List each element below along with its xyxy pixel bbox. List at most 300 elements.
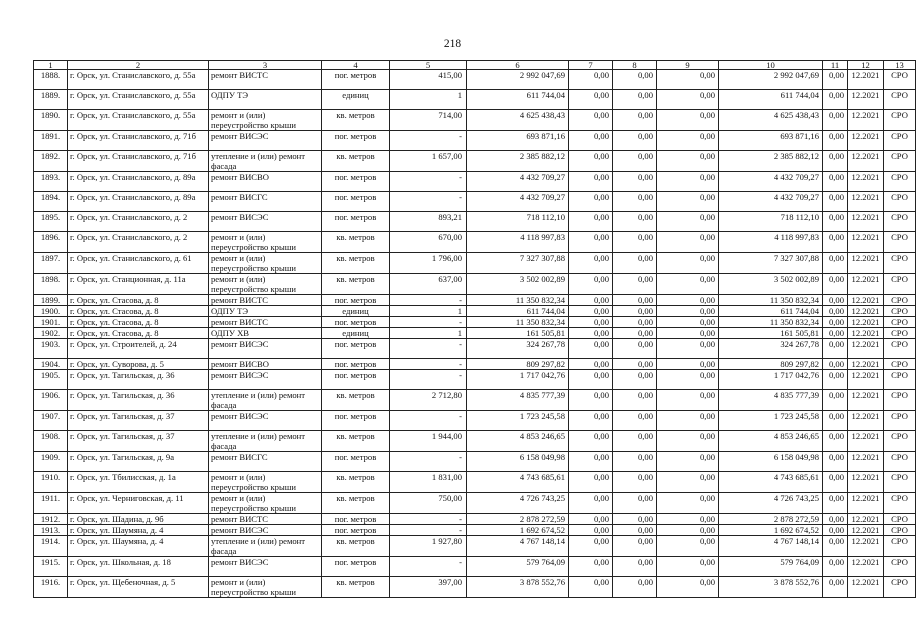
cost-cell: 0,00: [823, 339, 848, 359]
fund-cost-cell: 11 350 832,34: [719, 317, 823, 328]
cost-cell: 0,00: [823, 514, 848, 525]
cost-cell: 0,00: [569, 472, 613, 493]
address-cell: г. Орск, ул. Щебеночная, д. 5: [68, 577, 209, 598]
cost-cell: 0,00: [613, 110, 657, 131]
total-cost-cell: 611 744,04: [467, 90, 569, 110]
work-type-cell: ремонт ВИСТС: [209, 295, 322, 306]
cost-cell: 0,00: [657, 172, 719, 192]
cost-cell: 0,00: [569, 411, 613, 431]
work-type-cell: утепление и (или) ремонт фасада: [209, 390, 322, 411]
cost-cell: 0,00: [569, 306, 613, 317]
unit-cell: пог. метров: [322, 70, 390, 90]
quantity-cell: -: [390, 295, 467, 306]
cost-cell: 0,00: [569, 359, 613, 370]
completion-date-cell: 12.2021: [848, 431, 884, 452]
cost-cell: 0,00: [657, 90, 719, 110]
table-row: [34, 339, 916, 359]
fund-cost-cell: 4 625 438,43: [719, 110, 823, 131]
method-cell: СРО: [884, 536, 916, 557]
cost-cell: 0,00: [569, 493, 613, 514]
row-number: 1909.: [34, 452, 68, 472]
method-cell: СРО: [884, 295, 916, 306]
fund-cost-cell: 4 432 709,27: [719, 192, 823, 212]
table-row: [34, 525, 916, 536]
cost-cell: 0,00: [657, 411, 719, 431]
address-cell: г. Орск, ул. Станиславского, д. 2: [68, 212, 209, 232]
quantity-cell: -: [390, 359, 467, 370]
fund-cost-cell: 7 327 307,88: [719, 253, 823, 274]
unit-cell: пог. метров: [322, 525, 390, 536]
fund-cost-cell: 2 385 882,12: [719, 151, 823, 172]
unit-cell: пог. метров: [322, 359, 390, 370]
completion-date-cell: 12.2021: [848, 536, 884, 557]
quantity-cell: 1 927,80: [390, 536, 467, 557]
method-cell: СРО: [884, 90, 916, 110]
cost-cell: 0,00: [613, 452, 657, 472]
work-type-cell: утепление и (или) ремонт фасада: [209, 536, 322, 557]
work-type-cell: ремонт ВИСЭС: [209, 370, 322, 390]
row-number: 1908.: [34, 431, 68, 452]
column-header: 4: [322, 61, 390, 70]
cost-cell: 0,00: [823, 232, 848, 253]
total-cost-cell: 4 853 246,65: [467, 431, 569, 452]
total-cost-cell: 2 878 272,59: [467, 514, 569, 525]
completion-date-cell: 12.2021: [848, 328, 884, 339]
total-cost-cell: 809 297,82: [467, 359, 569, 370]
work-type-cell: ремонт ВИСГС: [209, 192, 322, 212]
registry-table: [33, 60, 916, 598]
cost-cell: 0,00: [613, 232, 657, 253]
completion-date-cell: 12.2021: [848, 253, 884, 274]
cost-cell: 0,00: [569, 317, 613, 328]
method-cell: СРО: [884, 493, 916, 514]
row-number: 1906.: [34, 390, 68, 411]
total-cost-cell: 4 835 777,39: [467, 390, 569, 411]
completion-date-cell: 12.2021: [848, 295, 884, 306]
table-row: [34, 212, 916, 232]
column-header: 9: [657, 61, 719, 70]
table-row: [34, 317, 916, 328]
row-number: 1890.: [34, 110, 68, 131]
fund-cost-cell: 611 744,04: [719, 306, 823, 317]
table-row: [34, 110, 916, 131]
work-type-cell: ремонт и (или) переустройство крыши: [209, 274, 322, 295]
quantity-cell: -: [390, 192, 467, 212]
cost-cell: 0,00: [569, 151, 613, 172]
work-type-cell: ремонт ВИСВО: [209, 172, 322, 192]
cost-cell: 0,00: [657, 431, 719, 452]
quantity-cell: 2 712,80: [390, 390, 467, 411]
total-cost-cell: 579 764,09: [467, 557, 569, 577]
row-number: 1888.: [34, 70, 68, 90]
cost-cell: 0,00: [657, 514, 719, 525]
row-number: 1897.: [34, 253, 68, 274]
cost-cell: 0,00: [823, 472, 848, 493]
cost-cell: 0,00: [657, 192, 719, 212]
fund-cost-cell: 718 112,10: [719, 212, 823, 232]
row-number: 1892.: [34, 151, 68, 172]
work-type-cell: ремонт и (или) переустройство крыши: [209, 493, 322, 514]
column-header: 5: [390, 61, 467, 70]
cost-cell: 0,00: [613, 525, 657, 536]
completion-date-cell: 12.2021: [848, 131, 884, 151]
cost-cell: 0,00: [657, 577, 719, 598]
cost-cell: 0,00: [657, 390, 719, 411]
unit-cell: пог. метров: [322, 452, 390, 472]
table-row: [34, 295, 916, 306]
cost-cell: 0,00: [657, 110, 719, 131]
completion-date-cell: 12.2021: [848, 493, 884, 514]
address-cell: г. Орск, ул. Тагильская, д. 37: [68, 411, 209, 431]
address-cell: г. Орск, ул. Черниговская, д. 11: [68, 493, 209, 514]
cost-cell: 0,00: [613, 472, 657, 493]
address-cell: г. Орск, ул. Станционная, д. 11а: [68, 274, 209, 295]
address-cell: г. Орск, ул. Станиславского, д. 55а: [68, 90, 209, 110]
cost-cell: 0,00: [613, 536, 657, 557]
total-cost-cell: 7 327 307,88: [467, 253, 569, 274]
cost-cell: 0,00: [657, 328, 719, 339]
address-cell: г. Орск, ул. Станиславского, д. 61: [68, 253, 209, 274]
cost-cell: 0,00: [657, 295, 719, 306]
total-cost-cell: 3 878 552,76: [467, 577, 569, 598]
column-header: 1: [34, 61, 68, 70]
total-cost-cell: 4 726 743,25: [467, 493, 569, 514]
table-row: [34, 306, 916, 317]
total-cost-cell: 1 692 674,52: [467, 525, 569, 536]
work-type-cell: ремонт ВИСТС: [209, 317, 322, 328]
fund-cost-cell: 4 432 709,27: [719, 172, 823, 192]
total-cost-cell: 693 871,16: [467, 131, 569, 151]
quantity-cell: -: [390, 370, 467, 390]
completion-date-cell: 12.2021: [848, 390, 884, 411]
unit-cell: кв. метров: [322, 390, 390, 411]
address-cell: г. Орск, ул. Тагильская, д. 36: [68, 390, 209, 411]
cost-cell: 0,00: [823, 131, 848, 151]
method-cell: СРО: [884, 131, 916, 151]
row-number: 1898.: [34, 274, 68, 295]
cost-cell: 0,00: [657, 70, 719, 90]
work-type-cell: ремонт и (или) переустройство крыши: [209, 110, 322, 131]
cost-cell: 0,00: [569, 557, 613, 577]
unit-cell: кв. метров: [322, 274, 390, 295]
work-type-cell: ОДПУ ТЭ: [209, 90, 322, 110]
cost-cell: 0,00: [823, 90, 848, 110]
quantity-cell: -: [390, 514, 467, 525]
fund-cost-cell: 809 297,82: [719, 359, 823, 370]
quantity-cell: -: [390, 131, 467, 151]
unit-cell: пог. метров: [322, 212, 390, 232]
row-number: 1912.: [34, 514, 68, 525]
quantity-cell: 714,00: [390, 110, 467, 131]
cost-cell: 0,00: [569, 131, 613, 151]
method-cell: СРО: [884, 514, 916, 525]
completion-date-cell: 12.2021: [848, 192, 884, 212]
column-header: 10: [719, 61, 823, 70]
table-row: [34, 131, 916, 151]
method-cell: СРО: [884, 525, 916, 536]
cost-cell: 0,00: [613, 131, 657, 151]
cost-cell: 0,00: [823, 172, 848, 192]
table-row: [34, 493, 916, 514]
cost-cell: 0,00: [613, 274, 657, 295]
cost-cell: 0,00: [823, 525, 848, 536]
fund-cost-cell: 2 878 272,59: [719, 514, 823, 525]
cost-cell: 0,00: [569, 253, 613, 274]
unit-cell: пог. метров: [322, 411, 390, 431]
method-cell: СРО: [884, 431, 916, 452]
cost-cell: 0,00: [823, 306, 848, 317]
quantity-cell: 1: [390, 90, 467, 110]
row-number: 1914.: [34, 536, 68, 557]
row-number: 1916.: [34, 577, 68, 598]
cost-cell: 0,00: [657, 493, 719, 514]
row-number: 1899.: [34, 295, 68, 306]
unit-cell: кв. метров: [322, 110, 390, 131]
address-cell: г. Орск, ул. Шаумяна, д. 4: [68, 536, 209, 557]
cost-cell: 0,00: [823, 577, 848, 598]
row-number: 1911.: [34, 493, 68, 514]
cost-cell: 0,00: [613, 514, 657, 525]
work-type-cell: ремонт ВИСВО: [209, 359, 322, 370]
quantity-cell: 1 796,00: [390, 253, 467, 274]
fund-cost-cell: 4 118 997,83: [719, 232, 823, 253]
cost-cell: 0,00: [657, 306, 719, 317]
column-header: 8: [613, 61, 657, 70]
unit-cell: кв. метров: [322, 151, 390, 172]
cost-cell: 0,00: [657, 359, 719, 370]
cost-cell: 0,00: [569, 328, 613, 339]
cost-cell: 0,00: [569, 212, 613, 232]
completion-date-cell: 12.2021: [848, 359, 884, 370]
address-cell: г. Орск, ул. Станиславского, д. 89а: [68, 172, 209, 192]
fund-cost-cell: 4 726 743,25: [719, 493, 823, 514]
total-cost-cell: 611 744,04: [467, 306, 569, 317]
column-header: 6: [467, 61, 569, 70]
cost-cell: 0,00: [569, 192, 613, 212]
method-cell: СРО: [884, 192, 916, 212]
cost-cell: 0,00: [613, 431, 657, 452]
cost-cell: 0,00: [569, 514, 613, 525]
address-cell: г. Орск, ул. Стасова, д. 8: [68, 306, 209, 317]
address-cell: г. Орск, ул. Станиславского, д. 89а: [68, 192, 209, 212]
total-cost-cell: 6 158 049,98: [467, 452, 569, 472]
total-cost-cell: 11 350 832,34: [467, 317, 569, 328]
completion-date-cell: 12.2021: [848, 151, 884, 172]
column-header: 13: [884, 61, 916, 70]
method-cell: СРО: [884, 370, 916, 390]
unit-cell: кв. метров: [322, 232, 390, 253]
quantity-cell: 397,00: [390, 577, 467, 598]
work-type-cell: утепление и (или) ремонт фасада: [209, 431, 322, 452]
work-type-cell: ремонт и (или) переустройство крыши: [209, 577, 322, 598]
work-type-cell: ремонт и (или) переустройство крыши: [209, 472, 322, 493]
table-row: [34, 70, 916, 90]
quantity-cell: 750,00: [390, 493, 467, 514]
cost-cell: 0,00: [613, 339, 657, 359]
row-number: 1905.: [34, 370, 68, 390]
method-cell: СРО: [884, 557, 916, 577]
table-row: [34, 359, 916, 370]
quantity-cell: -: [390, 411, 467, 431]
method-cell: СРО: [884, 472, 916, 493]
cost-cell: 0,00: [823, 431, 848, 452]
column-header: 3: [209, 61, 322, 70]
quantity-cell: 1 944,00: [390, 431, 467, 452]
total-cost-cell: 4 767 148,14: [467, 536, 569, 557]
total-cost-cell: 161 505,81: [467, 328, 569, 339]
cost-cell: 0,00: [569, 232, 613, 253]
address-cell: г. Орск, ул. Шаумяна, д. 4: [68, 525, 209, 536]
work-type-cell: ремонт и (или) переустройство крыши: [209, 253, 322, 274]
table-row: [34, 192, 916, 212]
cost-cell: 0,00: [569, 370, 613, 390]
address-cell: г. Орск, ул. Стасова, д. 8: [68, 328, 209, 339]
cost-cell: 0,00: [823, 328, 848, 339]
total-cost-cell: 4 432 709,27: [467, 172, 569, 192]
work-type-cell: ремонт и (или) переустройство крыши: [209, 232, 322, 253]
fund-cost-cell: 324 267,78: [719, 339, 823, 359]
completion-date-cell: 12.2021: [848, 452, 884, 472]
address-cell: г. Орск, ул. Тагильская, д. 9а: [68, 452, 209, 472]
address-cell: г. Орск, ул. Станиславского, д. 55а: [68, 110, 209, 131]
row-number: 1903.: [34, 339, 68, 359]
table-row: [34, 370, 916, 390]
cost-cell: 0,00: [823, 317, 848, 328]
method-cell: СРО: [884, 70, 916, 90]
method-cell: СРО: [884, 212, 916, 232]
fund-cost-cell: 4 743 685,61: [719, 472, 823, 493]
unit-cell: кв. метров: [322, 472, 390, 493]
completion-date-cell: 12.2021: [848, 557, 884, 577]
cost-cell: 0,00: [569, 339, 613, 359]
fund-cost-cell: 1 723 245,58: [719, 411, 823, 431]
method-cell: СРО: [884, 328, 916, 339]
cost-cell: 0,00: [823, 359, 848, 370]
quantity-cell: -: [390, 452, 467, 472]
method-cell: СРО: [884, 110, 916, 131]
address-cell: г. Орск, ул. Тагильская, д. 37: [68, 431, 209, 452]
quantity-cell: 1: [390, 306, 467, 317]
cost-cell: 0,00: [569, 90, 613, 110]
cost-cell: 0,00: [657, 339, 719, 359]
address-cell: г. Орск, ул. Станиславского, д. 55а: [68, 70, 209, 90]
quantity-cell: -: [390, 525, 467, 536]
cost-cell: 0,00: [613, 253, 657, 274]
method-cell: СРО: [884, 390, 916, 411]
cost-cell: 0,00: [823, 274, 848, 295]
method-cell: СРО: [884, 151, 916, 172]
method-cell: СРО: [884, 274, 916, 295]
completion-date-cell: 12.2021: [848, 317, 884, 328]
total-cost-cell: 2 992 047,69: [467, 70, 569, 90]
fund-cost-cell: 161 505,81: [719, 328, 823, 339]
address-cell: г. Орск, ул. Суворова, д. 5: [68, 359, 209, 370]
fund-cost-cell: 611 744,04: [719, 90, 823, 110]
unit-cell: пог. метров: [322, 192, 390, 212]
unit-cell: кв. метров: [322, 536, 390, 557]
completion-date-cell: 12.2021: [848, 232, 884, 253]
quantity-cell: 1: [390, 328, 467, 339]
column-header: 11: [823, 61, 848, 70]
table-row: [34, 274, 916, 295]
quantity-cell: 415,00: [390, 70, 467, 90]
unit-cell: пог. метров: [322, 370, 390, 390]
column-header: 7: [569, 61, 613, 70]
unit-cell: кв. метров: [322, 431, 390, 452]
cost-cell: 0,00: [657, 370, 719, 390]
row-number: 1902.: [34, 328, 68, 339]
row-number: 1900.: [34, 306, 68, 317]
cost-cell: 0,00: [569, 172, 613, 192]
cost-cell: 0,00: [657, 212, 719, 232]
method-cell: СРО: [884, 411, 916, 431]
cost-cell: 0,00: [657, 232, 719, 253]
unit-cell: кв. метров: [322, 577, 390, 598]
cost-cell: 0,00: [613, 328, 657, 339]
cost-cell: 0,00: [569, 536, 613, 557]
completion-date-cell: 12.2021: [848, 70, 884, 90]
completion-date-cell: 12.2021: [848, 514, 884, 525]
cost-cell: 0,00: [657, 472, 719, 493]
method-cell: СРО: [884, 232, 916, 253]
row-number: 1896.: [34, 232, 68, 253]
cost-cell: 0,00: [823, 411, 848, 431]
table-row: [34, 514, 916, 525]
work-type-cell: ОДПУ ТЭ: [209, 306, 322, 317]
cost-cell: 0,00: [657, 452, 719, 472]
address-cell: г. Орск, ул. Стасова, д. 8: [68, 317, 209, 328]
cost-cell: 0,00: [569, 431, 613, 452]
cost-cell: 0,00: [613, 359, 657, 370]
cost-cell: 0,00: [613, 577, 657, 598]
work-type-cell: ремонт ВИСЭС: [209, 131, 322, 151]
fund-cost-cell: 693 871,16: [719, 131, 823, 151]
cost-cell: 0,00: [613, 90, 657, 110]
table-row: [34, 151, 916, 172]
quantity-cell: 1 831,00: [390, 472, 467, 493]
cost-cell: 0,00: [823, 452, 848, 472]
row-number: 1901.: [34, 317, 68, 328]
row-number: 1915.: [34, 557, 68, 577]
quantity-cell: 893,21: [390, 212, 467, 232]
completion-date-cell: 12.2021: [848, 90, 884, 110]
cost-cell: 0,00: [657, 557, 719, 577]
total-cost-cell: 2 385 882,12: [467, 151, 569, 172]
row-number: 1894.: [34, 192, 68, 212]
cost-cell: 0,00: [569, 110, 613, 131]
cost-cell: 0,00: [569, 525, 613, 536]
unit-cell: единиц: [322, 306, 390, 317]
quantity-cell: -: [390, 172, 467, 192]
table-body: [34, 70, 916, 598]
method-cell: СРО: [884, 172, 916, 192]
work-type-cell: утепление и (или) ремонт фасада: [209, 151, 322, 172]
address-cell: г. Орск, ул. Строителей, д. 24: [68, 339, 209, 359]
cost-cell: 0,00: [613, 411, 657, 431]
quantity-cell: -: [390, 339, 467, 359]
completion-date-cell: 12.2021: [848, 370, 884, 390]
table-row: [34, 431, 916, 452]
cost-cell: 0,00: [613, 70, 657, 90]
completion-date-cell: 12.2021: [848, 339, 884, 359]
unit-cell: кв. метров: [322, 493, 390, 514]
completion-date-cell: 12.2021: [848, 577, 884, 598]
work-type-cell: ОДПУ ХВ: [209, 328, 322, 339]
row-number: 1891.: [34, 131, 68, 151]
address-cell: г. Орск, ул. Стасова, д. 8: [68, 295, 209, 306]
total-cost-cell: 718 112,10: [467, 212, 569, 232]
table-row: [34, 328, 916, 339]
